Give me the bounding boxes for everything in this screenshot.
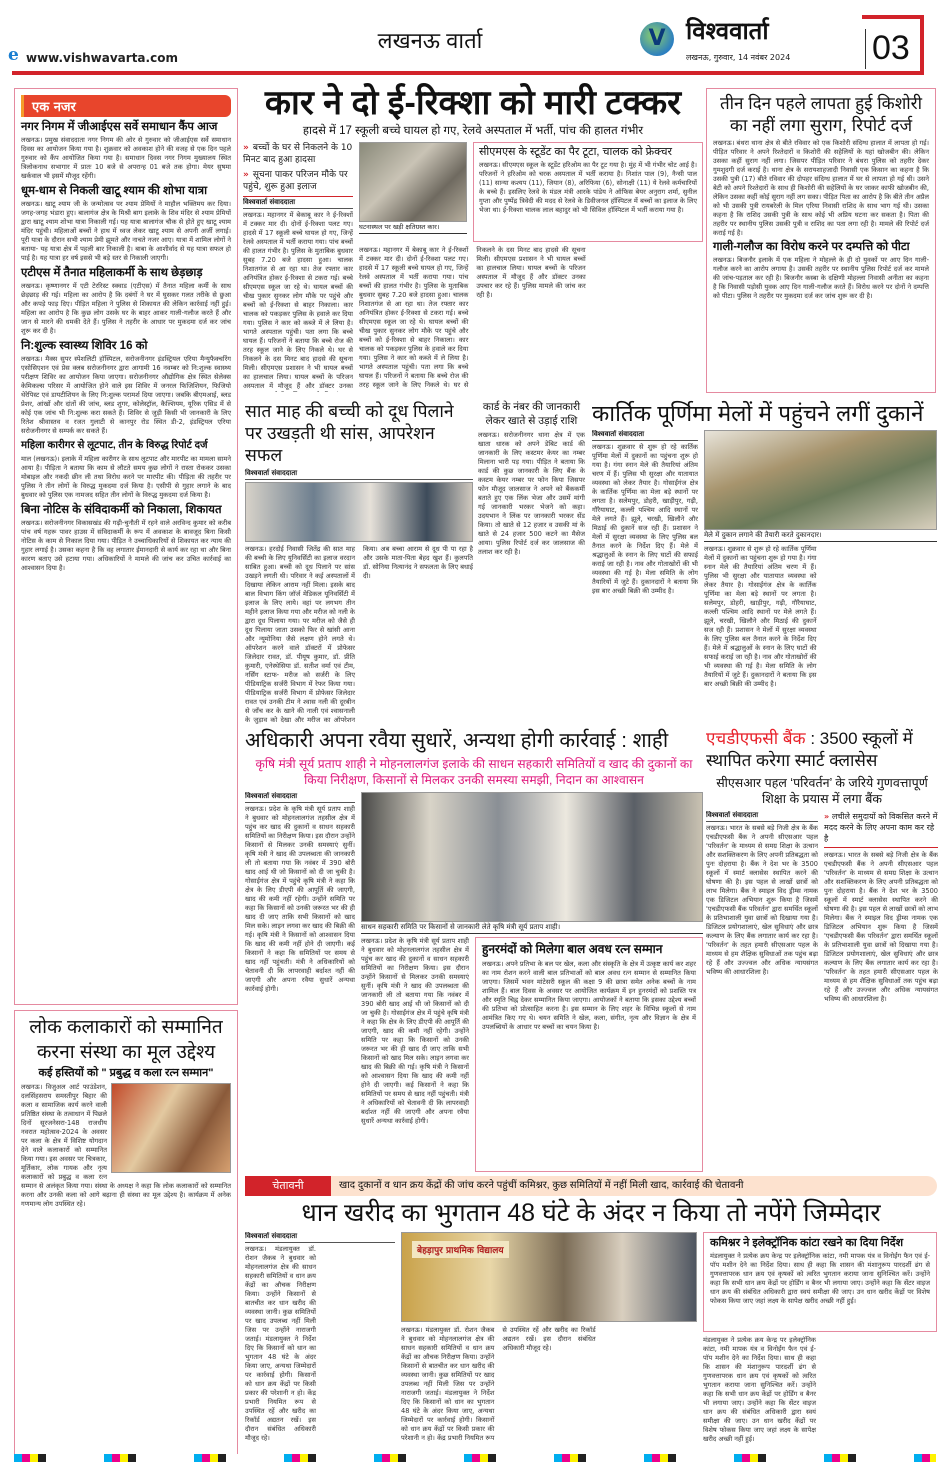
box-headline: हुनरमंदों को मिलेगा बाल अवध रत्न सम्मान <box>482 942 663 956</box>
brief-body: लखनऊ। प्रमुख संवाददाता नगर निगम की ओर से गुरुवार को जीआईएस सर्वे समाधान दिवस का आयोजन किया गया है। शुक्रवार को अवकाश होने की वजह से एक दिन पहले गुरुवार को कैंप आयोजित किया गया है। समाधान दिवस नगर निगम मुख्यालय स्थित त्रिलोकनाथ सभागार में प्रातः 10 बजे से अपरान्ह 01 बजे तक होगा। मेयर सुषमा खर्कवाल भी इसमें मौजूद रहेंगी। <box>21 136 231 180</box>
article-body: लखनऊ। बंथरा थाना क्षेत्र से बीते रविवार को एक किशोरी संदिग्ध हालात में लापता हो गई। पीड़ित परिवार ने अपने रिश्तेदारों व किशोरी की सहेलियों के यहां खोजबीन की। लेकिन उसका कहीं सुराग नहीं लगा। जिसपर पीड़ित परिवार ने बंथरा पुलिस को तहरीर देकर गुमशुदगी दर्ज कराई है। थाना क्षेत्र के सरायशाहजादी निवासी एक किसान का कहना है कि उसकी पुत्री (17) बीते रविवार की दोपहर संदिग्ध हालात में घर से लापता हो गई थी। उसने बेटी को अपने रिश्तेदारों के साथ ही किशोरी की सहेलियों के घर जाकर काफी खोजबीन की, लेकिन उसका कहीं कोई सुराग नहीं लग सका। पीड़ित पिता का आरोप है कि बीते तीन अप्रैल को भी उसकी पुत्री रायबरेली के मिल एरिया निवासी राशिद के साथ भाग गई थी। उसका कहना है कि राशिद उसकी पुत्री के साथ कोई भी अप्रिय घटना कर सकता है। पिता की तहरीर पर स्थानीय पुलिस उसकी पुत्री व राशिद का पता लगा रही है। मामले की रिपोर्ट दर्ज कराई गई है। <box>713 139 929 237</box>
brief-body: लखनऊ। खाटू श्याम जी के जन्मोत्सव पर श्याम प्रेमियों ने माहौल भक्तिमय कर दिया। जगह-जगह भंडारा हुए। बालागंज क्षेत्र के मिश्री बाग इलाके के शिव मंदिर से श्याम प्रेमियों द्वारा खाटू श्याम शोभा यात्रा निकाली गई। यह यात्रा बालागंज चौक से होते हुए खाटू श्याम मंदिर पहुंची। महिलाओं बच्चों ने हाथ में ध्वज लेकर खाटू श्याम से अपनी अर्जी लगाई। पूरी यात्रा के दौरान सभी श्याम प्रेमी झूमते और नाचते नजर आए। यात्रा में शामिल लोगों ने बताया- यह यात्रा क्षेत्र में पहली बार निकाली है। बाबा के आशीर्वाद से यह यात्रा सफल हो पाई है। यह यात्रा हर वर्ष इससे भी बड़े स्तर से निकाली जाएगी। <box>21 200 231 262</box>
bal-awadh-ratna-box <box>475 937 703 1172</box>
brief-headline: धूम-धाम से निकली खाटू श्याम की शोभा यात्रा <box>21 185 208 197</box>
box-body: मंडलायुक्त ने प्रत्येक क्रय केन्द्र पर इलेक्ट्रॉनिक कांटा, नमी मापक यंत्र व विनोईंग फैन एवं ई-पॉप मशीन देने का निर्देश दिया। साथ ही कहा कि शासन की मंशानुरूप पारदर्शी ढंग से गुणवत्तापरक धान क्रय एवं कृषकों को त्वरित भुगतान कराया जाना सुनिश्चित करें। उन्होंने कहा कि सभी धान क्रय केंद्रों पर होर्डिंग व बैनर भी लगाया जाए। उन्होंने कहा कि सेंटर वाइज धान क्रय की संबंधित अधिकारी द्वारा स्वयं समीक्षा की जाए। उन धान खरीद केंद्रों पर विशेष फोकस किया जाए जहां लक्ष्य के सापेक्ष खरीद अच्छी नहीं हुई। <box>710 1251 930 1305</box>
lead-body: लखनऊ। महानगर में बेकाबू कार ने ई-रिक्शों में टक्कर मार दी। दोनों ई-रिक्शा पलट गए। हादसे में 17 स्कूली बच्चे घायल हो गए, जिन्हें रेलवे अस्पताल में भर्ती कराया गया। पांच बच्चों की हालत गंभीर है। पुलिस के मुताबिक बुधवार सुबह 7.20 बजे हादसा हुआ। चालक निशातगंज से आ रहा था। तेज रफ्तार कार अनियंत्रित होकर ई-रिक्शा से टकरा गई। बच्चे सीएमएस स्कूल जा रहे थे। घायल बच्चों की चीख पुकार सुनकर लोग मौके पर पहुंचे और बच्चों को ई-रिक्शा से बाहर निकाला। कार चालक को पकड़कर पुलिस के हवाले कर दिया गया। पुलिस ने कार को कब्जे में ले लिया है। भागते अस्पताल पहुंची। पता लगा कि बच्चे घायल हैं। परिजनों ने बताया कि बच्चे रोज की तरह स्कूल जाने के लिए निकले थे। घर से निकलने के दस मिनट बाद हादसे की सूचना मिली। सीएमएस प्रशासन ने भी घायल बच्चों का हालचाल लिया। घायल बच्चों के परिजन अस्पताल में मौजूद हैं और डॉक्टर उनका <box>243 211 353 390</box>
brief-body: माल (लखनऊ)। इलाके में महिला कारीगर के साथ लूटपाट और मारपीट का मामला सामने आया है। पीड़िता ने बताया कि काम से लौटते समय कुछ लोगों ने रास्ता रोककर उसका मोबाइल और नकदी छीन ली तथा विरोध करने पर मारपीट की। पीड़िता की तहरीर पर पुलिस ने तीन लोगों के विरुद्ध मुकदमा दर्ज किया है। एसीपी से गुहार लगाने के बाद बुधवार को पुलिस एक नामजद सहित तीन लोगों के विरुद्ध मुकदमा दर्ज किया है। <box>21 455 231 499</box>
fair-headline: कार्तिक पूर्णिमा मेलों में पहुंचने लगीं दुकानें <box>592 401 924 426</box>
shahi-article <box>245 728 703 1172</box>
brief-headline: नगर निगम में जीआईएस सर्वे समाधान कैंप आज <box>21 121 218 133</box>
fair-body: लखनऊ। शुक्रवार से शुरू हो रहे कार्तिक पूर्णिमा मेलों में दुकानों का पहुंचना शुरू हो गया है। गंगा स्नान मेले की तैयारियां अंतिम चरण में हैं। पुलिस भी सुरक्षा और यातायात व्यवस्था को लेकर तैयार है। गोसाईंगंज क्षेत्र के कार्तिक पूर्णिमा का मेला बड़े स्थानों पर लगता है। सलेमपुर, डोहरी, खाड़ीपुर, गढ़ी, गौरैयाघाट, कल्ली पश्चिम आदि स्थानों पर मेले लगते हैं। झूले, चरखी, खिलौने और मिठाई की दुकानें सज रही हैं। प्रशासन ने मेलों में सुरक्षा व्यवस्था के लिए पुलिस बल तैनात करने के निर्देश दिए हैं। मेले में श्रद्धालुओं के स्नान के लिए घाटों की सफाई कराई जा रही है। नाव और गोताखोरों की भी व्यवस्था की गई है। मेला समिति के लोग तैयारियों में जुटे हैं। दुकानदारों ने बताया कि इस बार अच्छी बिक्री की उम्मीद है। <box>592 443 698 595</box>
hdfc-headline <box>706 728 938 772</box>
paddy-body-cont: लखनऊ। मंडलायुक्त डॉ. रोशन जैकब ने बुधवार को मोहनलालगंज क्षेत्र की साधन सहकारी समितियों व धान क्रय केंद्रों का औचक निरीक्षण किया। उन्होंने किसानों से बातचीत कर धान खरीद की व्यवस्था जानी। कुछ समितियों पर खाद उपलब्ध नहीं मिली जिस पर उन्होंने नाराजगी जताई। मंडलायुक्त ने निर्देश दिए कि किसानों को धान का भुगतान 48 घंटे के अंदर किया जाए, अन्यथा जिम्मेदारों पर कार्रवाई होगी। किसानों को धान क्रय केंद्रों पर किसी प्रकार की परेशानी न हो। केंद्र प्रभारी नियमित रूप से उपस्थित रहें और खरीद का रिकॉर्ड अद्यतन रखें। इस दौरान संबंधित अधिकारी मौजूद रहे। <box>401 1326 596 1442</box>
baby-byline: विश्ववार्ता संवाददाता <box>245 469 473 480</box>
bullet-item: » सूचना पाकर परिजन मौके पर पहुंचे, शुरू हुआ इलाज <box>243 170 348 192</box>
lead-headline: कार ने दो ई-रिक्शा को मारी टक्कर <box>264 84 682 122</box>
hdfc-subheadline: सीएसआर पहल ‘परिवर्तन’ के जरिये गुणवत्तापूर्ण शिक्षा के प्रयास में लगा बैंक <box>716 776 928 806</box>
brief-body: लखनऊ। कृष्णानगर में एटी टेररिस्ट स्क्वाड (एटीएस) में तैनात महिला कर्मी के साथ छेड़छाड़ की गई। महिला का आरोप है कि दबंगों ने घर में घुसकर गलत तरीके से छुआ और कपड़े फाड़ दिए। पीड़ित महिला ने पुलिस से शिकायत की लेकिन कार्रवाई नहीं हुई। महिला का आरोप है कि कुछ लोग उसके घर के बाहर आकर गाली-गलौज करते हैं और जान से मारने की धमकी देते हैं। पुलिस ने तहरीर के आधार पर मुकदमा दर्ज कर जांच शुरू कर दी है। <box>21 282 231 335</box>
box-headline: सीएमएस के स्टूडेंट का पैर टूटा, चालक को फ्रेक्चर <box>479 146 672 158</box>
article-headline: तीन दिन पहले लापता हुई किशोरी का नहीं लगा सुराग, रिपोर्ट दर्ज <box>719 94 923 135</box>
paddy-byline: विश्ववार्ता संवाददाता <box>245 1232 395 1243</box>
fair-article <box>592 400 937 725</box>
card-fraud-headline: कार्ड के नंबर की जानकारी लेकर खाते से उड़ाई राशि <box>482 401 581 427</box>
header-rule <box>12 71 924 75</box>
hdfc-headline-accent: एचडीएफसी बैंक <box>706 729 806 748</box>
fair-byline: विश्ववार्ता संवाददाता <box>592 430 698 441</box>
bullet-item: » बच्चों के घर से निकलने के 10 मिनट बाद हुआ हादसा <box>243 143 353 165</box>
box-headline: कमिश्नर ने इलेक्ट्रॉनिक कांटा रखने का दिया निर्देश <box>710 1237 904 1249</box>
school-photo <box>401 1232 697 1322</box>
warning-label: चेतावनी <box>245 1176 331 1196</box>
article-subheadline: कई हस्तियों को " प्रबुद्ध व कला रत्न सम्मान" <box>38 1067 214 1079</box>
photo-caption: घटनास्थल पर खड़ी क्षतिग्रस्त कार। <box>359 222 467 234</box>
masthead <box>0 0 945 78</box>
box-body: लखनऊ। सीएमएस स्कूल के स्टूडेंट हरिओम का पैर टूट गया है। मुंह में भी गंभीर चोट आई है। परिजनों ने हरिओम को चरक अस्पताल में भर्ती कराया है। निशांत पाल (9), नैन्सी पाल (11) सान्या कश्यप (11), जियान (8), अरिफिया (6), सोनाक्षी (11) ये रेलवे कर्मचारियों के बच्चे हैं। इसलिए रेलवे के मंडल मंत्री आरके पांडेय ने ऑफिस बेयर अनुराग शर्मा, सुनील गुप्ता और पुष्पेंद्र त्रिवेदी की मदद से रेलवे के डिवीजनल हॉस्पिटल में बच्चों का इलाज के लिए भेजा था। ई-रिक्शा चालक लाल बहादुर को भी सिविल हॉस्पिटल में भर्ती कराया गया है। <box>479 160 697 214</box>
minister-photo <box>361 792 703 922</box>
shahi-body-cont: लखनऊ। प्रदेश के कृषि मंत्री सूर्य प्रताप शाही ने बुधवार को मोहनलालगंज तहसील क्षेत्र में पहुंच कर खाद की दुकानों व साधन सहकारी समितियों का निरीक्षण किया। इस दौरान उन्होंने किसानों से मिलकर उनकी समस्याएं सुनीं। कृषि मंत्री ने खाद की उपलब्धता की जानकारी ली तो बताया गया कि नवंबर में 390 बोरी खाद आई थी जो किसानों को दी जा चुकी है। गोसाईंगंज क्षेत्र में पहुंचे कृषि मंत्री ने कहा कि क्षेत्र के लिए डीएपी की आपूर्ति की जाएगी, खाद की कमी नहीं रहेगी। उन्होंने समिति पर कहा कि किसानों को उनकी जरूरत भर की ही खाद दी जाए ताकि सभी किसानों को खाद मिल सके। लाइन लगवा कर खाद की बिक्री की गई। कृषि मंत्री ने किसानों को आश्वासन दिया कि खाद की कमी नहीं होने दी जाएगी। कई किसानों ने कहा कि समितियों पर समय से खाद नहीं पहुंचती। मंत्री ने अधिकारियों को चेतावनी दी कि लापरवाही बर्दाश्त नहीं की जाएगी और अपना रवैया सुधारें अन्यथा कार्रवाई होगी। <box>361 937 469 1125</box>
missing-girl-article <box>706 88 936 393</box>
lead-article <box>243 84 703 392</box>
shahi-body: लखनऊ। प्रदेश के कृषि मंत्री सूर्य प्रताप शाही ने बुधवार को मोहनलालगंज तहसील क्षेत्र में पहुंच कर खाद की दुकानों व साधन सहकारी समितियों का निरीक्षण किया। इस दौरान उन्होंने किसानों से मिलकर उनकी समस्याएं सुनीं। कृषि मंत्री ने खाद की उपलब्धता की जानकारी ली तो बताया गया कि नवंबर में 390 बोरी खाद आई थी जो किसानों को दी जा चुकी है। गोसाईंगंज क्षेत्र में पहुंचे कृषि मंत्री ने कहा कि क्षेत्र के लिए डीएपी की आपूर्ति की जाएगी, खाद की कमी नहीं रहेगी। उन्होंने समिति पर कहा कि किसानों को उनकी जरूरत भर की ही खाद दी जाए ताकि सभी किसानों को खाद मिल सके। लाइन लगवा कर खाद की बिक्री की गई। कृषि मंत्री ने किसानों को आश्वासन दिया कि खाद की कमी नहीं होने दी जाएगी। कई किसानों ने कहा कि समितियों पर समय से खाद नहीं पहुंचती। मंत्री ने अधिकारियों को चेतावनी दी कि लापरवाही बर्दाश्त नहीं की जाएगी और अपना रवैया सुधारें अन्यथा कार्रवाई होगी। <box>245 805 355 993</box>
fair-body-cont: लखनऊ। शुक्रवार से शुरू हो रहे कार्तिक पूर्णिमा मेलों में दुकानों का पहुंचना शुरू हो गया है। गंगा स्नान मेले की तैयारियां अंतिम चरण में हैं। पुलिस भी सुरक्षा और यातायात व्यवस्था को लेकर तैयार है। गोसाईंगंज क्षेत्र के कार्तिक पूर्णिमा का मेला बड़े स्थानों पर लगता है। सलेमपुर, डोहरी, खाड़ीपुर, गढ़ी, गौरैयाघाट, कल्ली पश्चिम आदि स्थानों पर मेले लगते हैं। झूले, चरखी, खिलौने और मिठाई की दुकानें सज रही हैं। प्रशासन ने मेलों में सुरक्षा व्यवस्था के लिए पुलिस बल तैनात करने के निर्देश दिए हैं। मेले में श्रद्धालुओं के स्नान के लिए घाटों की सफाई कराई जा रही है। नाव और गोताखोरों की भी व्यवस्था की गई है। मेला समिति के लोग तैयारियों में जुटे हैं। दुकानदारों ने बताया कि इस बार अच्छी बिक्री की उम्मीद है। <box>704 545 817 688</box>
lead-byline: विश्ववार्ता संवाददाता <box>243 196 353 209</box>
folk-artists-article <box>14 1010 238 1460</box>
warning-text: खाद दुकानों व धान क्रय केंद्रों की जांच करने पहुंचीं कमिश्नर, कुछ समितियों में नहीं मिली खाद, कार्रवाई की चेतावनी <box>339 1180 744 1192</box>
card-fraud-body: लखनऊ। सरोजनीनगर थाना क्षेत्र में एक खाता धारक को अपने डेबिट कार्ड की जानकारी के लिए कस्टमर केयर का नम्बर मिलाना भारी पड़ गया। पीड़ित ने बताया कि कार्ड की कुछ जानकारी के लिए बैंक के कस्टम केयर नम्बर पर फोन किया जिसपर फोन मौजूद जालसाज ने अपने को बैंककर्मी बताते हुए एक लिंक भेजा और उसमें मांगी गई जानकारी भरकर भेजने को कहा। उदयभान ने लिंक पर जानकारी भरकर सेंड किया। तो खाते से 12 हजार व उसकी मां के खाते से 24 हजार 500 कटने का मैसेज आया। पुलिस रिपोर्ट दर्ज कर जालसाज की तलाश कर रही है। <box>478 431 585 556</box>
paddy-body-right: मंडलायुक्त ने प्रत्येक क्रय केन्द्र पर इलेक्ट्रॉनिक कांटा, नमी मापक यंत्र व विनोईंग फैन एवं ई-पॉप मशीन देने का निर्देश दिया। साथ ही कहा कि शासन की मंशानुरूप पारदर्शी ढंग से गुणवत्तापरक धान क्रय एवं कृषकों को त्वरित भुगतान कराया जाना सुनिश्चित करें। उन्होंने कहा कि सभी धान क्रय केंद्रों पर होर्डिंग व बैनर भी लगाया जाए। उन्होंने कहा कि सेंटर वाइज धान क्रय की संबंधित अधिकारी द्वारा स्वयं समीक्षा की जाए। उन धान खरीद केंद्रों पर विशेष फोकस किया जाए जहां लक्ष्य के सापेक्ष खरीद अच्छी नहीं हुई। <box>703 1336 816 1443</box>
website-link[interactable]: www.vishwavarta.com <box>26 51 178 65</box>
minister-photo-caption: साधन सहकारी समिति पर किसानों से जानकारी लेते कृषि मंत्री सूर्य प्रताप शाही। <box>361 922 703 934</box>
article-headline: लोक कलाकारों को सम्मानित करना संस्था का मूल उद्देश्य <box>29 1017 223 1063</box>
brief-headline: एटीएस में तैनात महिलाकर्मी के साथ छेड़छाड़ <box>21 267 203 279</box>
brief-headline: बिना नोटिस के संविदाकर्मी को निकाला, शिकायत <box>21 504 222 516</box>
section-title: लखनऊ वार्ता <box>377 28 483 53</box>
electronic-scale-box <box>703 1232 937 1332</box>
paddy-article <box>245 1176 937 1448</box>
card-fraud-article <box>478 400 585 725</box>
award-photo <box>111 1083 231 1173</box>
hdfc-body-cont: लखनऊ। भारत के सबसे बड़े निजी क्षेत्र के बैंक एचडीएफसी बैंक ने अपनी सीएसआर पहल 'परिवर्तन' के माध्यम से समग्र शिक्षा के उत्थान और सशक्तिकरण के लिए अपनी प्रतिबद्धता को पुनः दोहराया है। बैंक ने देश भर के 3500 स्कूलों में स्मार्ट क्लासेस स्थापित करने की घोषणा की है। इस पहल से लाखों छात्रों को लाभ मिलेगा। बैंक ने स्माइल विद ड्रीम्स नामक एक डिजिटल अभियान शुरू किया है जिसमें 'एचडीएफसी बैंक परिवर्तन' द्वारा समर्थित स्कूलों के प्रतिभाशाली युवा छात्रों को दिखाया गया है। डिजिटल प्रयोगशालाएं, खेल सुविधाएं और छात्र कल्याण के लिए बैंक लगातार कार्य कर रहा है। 'परिवर्तन' के तहत हमारी सीएसआर पहल के माध्यम से हम शैक्षिक सुविधाओं तक पहुंच बढ़ा रहे हैं और उज्ज्वल और अधिक न्यायसंगत भविष्य की आधारशिला है। <box>824 851 938 1003</box>
ek-nazar-column <box>14 88 238 1005</box>
doctors-photo <box>245 482 473 542</box>
brief-headline: नि:शुल्क स्वास्थ्य शिविर 16 को <box>21 340 148 352</box>
shahi-subheadline: कृषि मंत्री सूर्य प्रताप शाही ने मोहनलालगंज इलाके की साधन सहकारी समितियों व खाद की दुकानों का किया निरीक्षण, किसानों से मिलकर उनकी समस्या समझी, निदान का आश्वासन <box>255 757 693 787</box>
print-color-bar <box>14 1454 936 1462</box>
dateline: लखनऊ, गुरुवार, 14 नवंबर 2024 <box>686 53 791 62</box>
car-crash-photo <box>359 142 467 222</box>
ek-nazar-label: एक नजर <box>21 95 231 117</box>
brief-body: लखनऊ। मैक्स सुपर स्पेशलिटी हॉस्पिटल, सरोजनीनगर इंडस्ट्रियल एरिया मैन्युफैक्चरिंग एसोसिएशन एवं प्रेस क्लब सरोजनीनगर द्वारा आगामी 16 नवम्बर को नि:शुल्क स्वास्थ्य परीक्षण शिविर का आयोजन किया जाएगा। सरोजनीनगर औद्योगिक क्षेत्र स्थित सेलेक्स केमिकल्स परिसर में आयोजित होने वाले इस शिविर में जनरल फिजिशियन, फिजियो थेरेपिस्ट एवं डायटीशियन के लिए नि:शुल्क परामर्श दिया जाएगा। जबकि बीएमआई, ब्लड प्रेशर, आंखों और दांतों की जांच, ब्लड शुगर, कोलेस्ट्रॉल, कैल्शियम, यूरिक एसिड में से कोई एक जांच भी नि:शुल्क करा सकते हैं। शिविर से जुड़ी किसी भी जानकारी के लिए रितेश श्रीवास्तव व रजत गुलाटी से कानपुर रोड स्थित डी-2, इंडस्ट्रियल एरिया सरोजनीनगर से सम्पर्क कर सकते हैं। <box>21 355 231 435</box>
baby-body: लखनऊ। हरदोई निवासी जितेंद्र की सात माह की बच्ची के लिए यूनिवर्सिटी का इलाज वरदान साबित हुआ। बच्ची को दूध पिलाने पर सांस उखड़ने लगती थी। परिवार ने कई अस्पतालों में दिखाया लेकिन आराम नहीं मिला। इसके बाद बाल विभाग किंग जॉर्ज मेडिकल यूनिवर्सिटी में इलाज के लिए लाये। वहां पर लगभग तीन महीने इलाज किया गया और मरीज को नली के द्वारा दूध पिलाया गया। पर मरीज को जैसे ही दूध पिलाया जाता उसको फिर से खांसी आना और न्यूमोनिया जैसे लक्षण होने लगते थे। ऑपरेशन करने वाले डॉक्टरों में प्रोफेसर जिलेदार रावत, डॉ. पीयूष कुमार, डॉ. प्रीति कुमारी, एनेस्थेसिया डॉ. सतीश वर्मा एवं टीम, नर्सिंग स्टाफ- मरीज को सर्जरी के लिए पीडियाट्रिक सर्जरी विभाग में रेफर किया गया। पीडियाट्रिक सर्जरी विभाग में प्रोफेसर जिलेदार रावत एवं उनकी टीम ने श्वास नली की दूरबीन से जाँच कर के खाने की नाली एवं श्वासनाली के जुड़ाव को देखा और मरीज का ऑपरेशन किया। अब बच्चा आराम से दूध पी पा रहा है और उसके माता-पिता बेहद खुश हैं। कुलपति डॉ. सोनिया नित्यानंद ने सफलता के लिए बधाई दी। <box>245 545 473 724</box>
paddy-body: लखनऊ। मंडलायुक्त डॉ. रोशन जैकब ने बुधवार को मोहनलालगंज क्षेत्र की साधन सहकारी समितियों व धान क्रय केंद्रों का औचक निरीक्षण किया। उन्होंने किसानों से बातचीत कर धान खरीद की व्यवस्था जानी। कुछ समितियों पर खाद उपलब्ध नहीं मिली जिस पर उन्होंने नाराजगी जताई। मंडलायुक्त ने निर्देश दिए कि किसानों को धान का भुगतान 48 घंटे के अंदर किया जाए, अन्यथा जिम्मेदारों पर कार्रवाई होगी। किसानों को धान क्रय केंद्रों पर किसी प्रकार की परेशानी न हो। केंद्र प्रभारी नियमित रूप से उपस्थित रहें और खरीद का रिकॉर्ड अद्यतन रखें। इस दौरान संबंधित अधिकारी मौजूद रहे। <box>245 1245 316 1442</box>
article-body-2: लखनऊ। बिजनौर इलाके में एक महिला ने मोहल्ले के ही दो युवकों पर आए दिन गाली-गलौज करने का आरोप लगाया है। उसकी तहरीर पर स्थानीय पुलिस रिपोर्ट दर्ज कर मामले की जांच-पड़ताल कर रही है। बिजनौर कस्बा के दक्षिणी मोहल्ला निवासी अनीता का कहना है कि निवासी पड़ोसी युवक आए दिन गाली-गलौज करते हैं। विरोध करने पर दोनों ने दम्पत्ति को पीटा। पुलिस ने तहरीर पर मुकदमा दर्ज कर जांच शुरू कर दी है। <box>713 256 929 301</box>
baby-article <box>245 400 473 725</box>
shahi-headline: अधिकारी अपना रवैया सुधारें, अन्यथा होगी कार्रवाई : शाही <box>245 729 669 752</box>
fair-photo-caption: मेले में दुकान लगाने की तैयारी करते दुकानदार। <box>704 530 937 542</box>
lead-bullets <box>243 142 353 196</box>
hdfc-body: लखनऊ। भारत के सबसे बड़े निजी क्षेत्र के बैंक एचडीएफसी बैंक ने अपनी सीएसआर पहल 'परिवर्तन' के माध्यम से समग्र शिक्षा के उत्थान और सशक्तिकरण के लिए अपनी प्रतिबद्धता को पुनः दोहराया है। बैंक ने देश भर के 3500 स्कूलों में स्मार्ट क्लासेस स्थापित करने की घोषणा की है। इस पहल से लाखों छात्रों को लाभ मिलेगा। बैंक ने स्माइल विद ड्रीम्स नामक एक डिजिटल अभियान शुरू किया है जिसमें 'एचडीएफसी बैंक परिवर्तन' द्वारा समर्थित स्कूलों के प्रतिभाशाली युवा छात्रों को दिखाया गया है। डिजिटल प्रयोगशालाएं, खेल सुविधाएं और छात्र कल्याण के लिए बैंक लगातार कार्य कर रहा है। 'परिवर्तन' के तहत हमारी सीएसआर पहल के माध्यम से हम शैक्षिक सुविधाओं तक पहुंच बढ़ा रहे हैं और उज्ज्वल और अधिक न्यायसंगत भविष्य की आधारशिला है। <box>706 824 818 976</box>
brief-headline: महिला कारीगर से लूटपाट, तीन के विरुद्ध रिपोर्ट दर्ज <box>21 440 208 451</box>
lead-content <box>243 142 703 392</box>
hdfc-headline-rest: : 3500 स्कूलों में स्थापित करेगा स्मार्ट क्लासेस <box>706 729 913 770</box>
cms-student-box <box>473 142 703 242</box>
article-body: लखनऊ। विजुअल आर्ट फाउंडेशन, दलसिंहसराय समस्तीपुर बिहार की कला व सामाजिक कार्य करने वाली प्रतिष्ठित संस्था के तत्वाधान में पिछले दिनों सूरजनेसरा-148 राजधीय नवरात महोत्सव-2024 के अवसर पर कला के क्षेत्र में विशिष्ट योगदान देने वाले कलाकारों को सम्मानित किया गया। इस अवसर पर चित्रकार, मूर्तिकार, लोक गायक और नृत्य कलाकारों को प्रबुद्ध व कला रत्न सम्मान से अलंकृत किया गया। संस्था के अध्यक्ष ने कहा कि लोक कलाकारों को सम्मानित करना और उनकी कला को आगे बढ़ाना ही संस्था का मूल उद्देश्य है। कार्यक्रम में अनेक गणमान्य लोग उपस्थित रहे। <box>21 1082 231 1208</box>
shahi-byline: विश्ववार्ता संवाददाता <box>245 792 355 803</box>
page-number: 03 <box>872 29 910 67</box>
article-headline-2: गाली-गलौज का विरोध करने पर दम्पत्ति को पीटा <box>713 241 910 253</box>
ie-globe-icon: e <box>8 45 19 65</box>
lead-subheadline: हादसे में 17 स्कूली बच्चे घायल हो गए, रेलवे अस्पताल में भर्ती, पांच की हालत गंभीर <box>302 125 644 137</box>
baby-headline: सात माह की बच्ची को दूध पिलाने पर उखड़ती थी सांस, आपरेशन सफल <box>245 401 454 465</box>
hdfc-byline: विश्ववार्ता संवाददाता <box>706 811 818 822</box>
brand-name: विश्ववार्ता <box>686 18 769 45</box>
fair-photo <box>704 430 937 530</box>
hdfc-article <box>706 728 938 1172</box>
school-sign: बेहड़ापुर प्राथमिक विद्यालय <box>412 1241 509 1258</box>
paddy-headline: धान खरीद का भुगतान 48 घंटे के अंदर न किया तो नपेंगे जिम्मेदार <box>301 1199 881 1227</box>
brief-body: लखनऊ। सरोजनीनगर विकासखंड की गढ़ी-चुनौती में रहने वाले अरविन्द कुमार को करीब पांच वर्ष गहरू पावर हाउस में संविदाकर्मी के रूप में अवकाश के बावजूद बिना किसी नोटिस के काम से निकाल दिया गया। पीड़ित ने उच्चाधिकारियों से शिकायत कर न्याय की गुहार लगाई है। उसका कहना है कि वह लगातार ईमानदारी से कार्य कर रहा था और बिना कारण बताए उसे हटाया गया। अधिकारियों ने मामले की जांच कर उचित कार्रवाई का आश्वासन दिया है। <box>21 519 231 572</box>
lead-body-cont: लखनऊ। महानगर में बेकाबू कार ने ई-रिक्शों में टक्कर मार दी। दोनों ई-रिक्शा पलट गए। हादसे में 17 स्कूली बच्चे घायल हो गए, जिन्हें रेलवे अस्पताल में भर्ती कराया गया। पांच बच्चों की हालत गंभीर है। पुलिस के मुताबिक बुधवार सुबह 7.20 बजे हादसा हुआ। चालक निशातगंज से आ रहा था। तेज रफ्तार कार अनियंत्रित होकर ई-रिक्शा से टकरा गई। बच्चे सीएमएस स्कूल जा रहे थे। घायल बच्चों की चीख पुकार सुनकर लोग मौके पर पहुंचे और बच्चों को ई-रिक्शा से बाहर निकाला। कार चालक को पकड़कर पुलिस के हवाले कर दिया गया। पुलिस ने कार को कब्जे में ले लिया है। भागते अस्पताल पहुंची। पता लगा कि बच्चे घायल हैं। परिजनों ने बताया कि बच्चे रोज की तरह स्कूल जाने के लिए निकले थे। घर से निकलने के दस मिनट बाद हादसे की सूचना मिली। सीएमएस प्रशासन ने भी घायल बच्चों का हालचाल लिया। घायल बच्चों के परिजन अस्पताल में मौजूद हैं और डॉक्टर उनका उपचार कर रहे हैं। पुलिस मामले की जांच कर रही है। <box>359 246 586 389</box>
page-number-box <box>862 15 924 73</box>
box-body: लखनऊ। अपने प्रतिभा के बल पर खेल, कला और संस्कृति के क्षेत्र में उत्कृष्ट कार्य कर शहर का नाम रोशन करने वाली बाल प्रतिभाओं को बाल अवध रत्न सम्मान से सम्मानित किया जाएगा। जिसमें भवन मांटेसरी स्कूल की कक्षा 9 की छात्रा समेत अनेक बच्चों के नाम शामिल हैं। बाल दिवस के अवसर पर आयोजित कार्यक्रम में इन हुनरमंदों को प्रशस्ति पत्र और स्मृति चिह्न देकर सम्मानित किया जाएगा। आयोजकों ने बताया कि इसका उद्देश्य बच्चों की प्रतिभा को प्रोत्साहित करना है। इस सम्मान के लिए शहर के विभिन्न स्कूलों से नाम आमंत्रित किए गए थे। चयन समिति ने खेल, कला, संगीत, नृत्य और विज्ञान के क्षेत्र में उपलब्धियों के आधार पर बच्चों का चयन किया है। <box>482 959 696 1031</box>
brand-logo-icon: V <box>640 22 674 56</box>
warning-strip <box>245 1176 937 1196</box>
hdfc-bullet: » लचीले समुदायों को विकसित करने में मदद करने के लिए अपना काम कर रहे है <box>824 811 938 848</box>
brief-list <box>21 120 231 573</box>
